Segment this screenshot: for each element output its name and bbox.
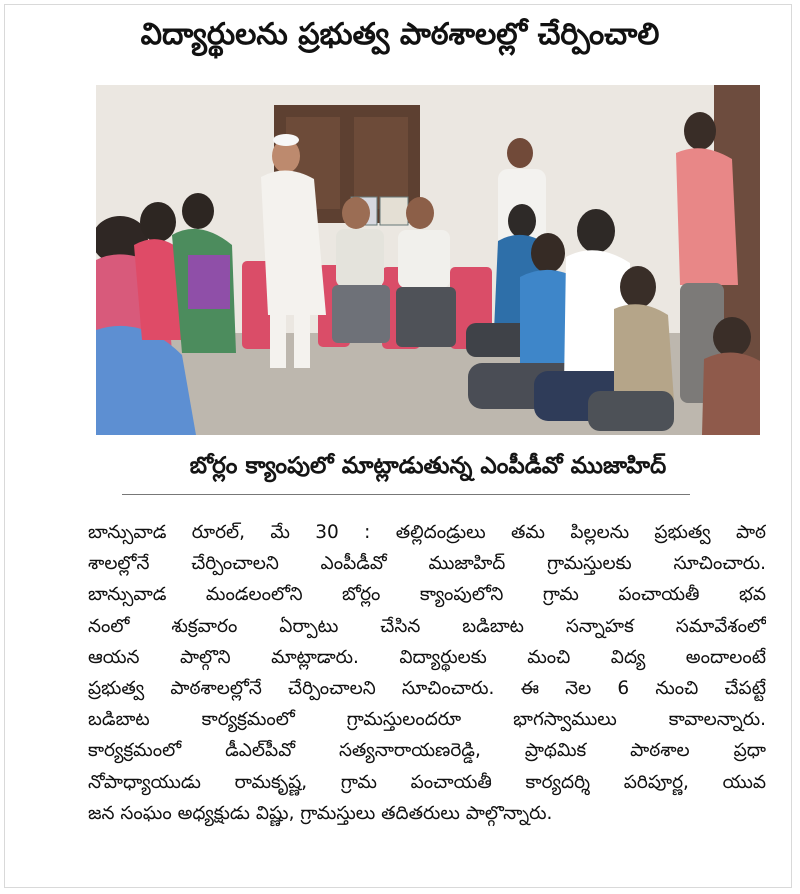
article-body-line: శాలల్లోనే చేర్పించాలని ఎంపీడీవో ముజాహిద్ గ్రామస్తులకు సూచించారు. xyxy=(88,553,766,575)
official-head xyxy=(406,197,434,229)
article-body-line: బాన్సువాడ రూరల్, మే 30 : తల్లిదండ్రులు తమ పిల్లలను ప్రభుత్వ పాఠ xyxy=(88,522,766,543)
official-shirt xyxy=(398,230,450,288)
young-man-head xyxy=(531,233,565,273)
article-photo xyxy=(96,85,760,435)
boy-shirt xyxy=(614,304,674,401)
speaker-leg xyxy=(294,313,310,368)
child-head xyxy=(713,317,751,357)
article-body-line: నోపాధ్యాయుడు రామకృష్ణ, గ్రామ పంచాయతీ కార్యదర్శి పరిపూర్ణ, యువ xyxy=(88,771,766,793)
article-body-line: ప్రభుత్వ పాఠశాలల్లోనే చేర్పించాలని సూచించారు. ఈ నెల 6 నుంచి చేపట్టే xyxy=(88,677,766,699)
girl-head xyxy=(140,202,176,242)
man-head xyxy=(577,209,615,253)
article-body xyxy=(88,517,766,887)
official-shirt xyxy=(336,229,384,287)
article-body-line: జన సంఘం అధ్యక్షుడు విష్ణు, గ్రామస్తులు తదితరులు పాల్గొన్నారు. xyxy=(88,802,553,824)
photo-caption: బోర్లం క్యాంపులో మాట్లాడుతున్న ఎంపీడీవో ముజాహిద్ xyxy=(189,453,667,479)
standing-man-head xyxy=(507,138,533,168)
young-man-pink-shirt xyxy=(676,148,738,285)
seated-man-head xyxy=(508,204,536,238)
caption-separator-rule xyxy=(122,494,690,495)
wall-portrait xyxy=(380,197,408,225)
article-body-line: ఆయన పాల్గొని మాట్లాడారు. విద్యార్థులకు మంచి విద్య అందాలంటే xyxy=(88,646,766,668)
photo-window-panel-right xyxy=(354,117,408,209)
woman-head xyxy=(182,193,214,229)
article-body-line: నంలో శుక్రవారం ఏర్పాటు చేసిన బడిబాట సన్నాహక సమావేశంలో xyxy=(88,615,766,637)
boy-trousers xyxy=(588,391,674,431)
young-man-head xyxy=(684,112,716,150)
article-body-line: బాన్సువాడ మండలంలోని బోర్లం క్యాంపులోని గ్రామ పంచాయతీ భవ xyxy=(88,584,766,606)
speaker-cap xyxy=(273,134,299,146)
article-body-line: బడిబాట కార్యక్రమంలో గ్రామస్తులందరూ భాగస్వాములు కావాలన్నారు. xyxy=(88,709,766,731)
article-headline: విద్యార్థులను ప్రభుత్వ పాఠశాలల్లో చేర్పించాలి xyxy=(140,17,660,52)
child-shirt xyxy=(702,352,760,435)
article-body-line: కార్యక్రమంలో డీఎల్‌పీవో సత్యనారాయణరెడ్డి, ప్రాథమిక పాఠశాల ప్రధా xyxy=(88,740,766,762)
official-trousers xyxy=(332,285,390,343)
woman-pallu xyxy=(188,255,230,309)
boy-head xyxy=(620,266,656,308)
meeting-photo-illustration xyxy=(96,85,760,435)
official-trousers xyxy=(396,287,456,347)
official-head xyxy=(342,197,370,229)
speaker-leg xyxy=(270,313,286,368)
